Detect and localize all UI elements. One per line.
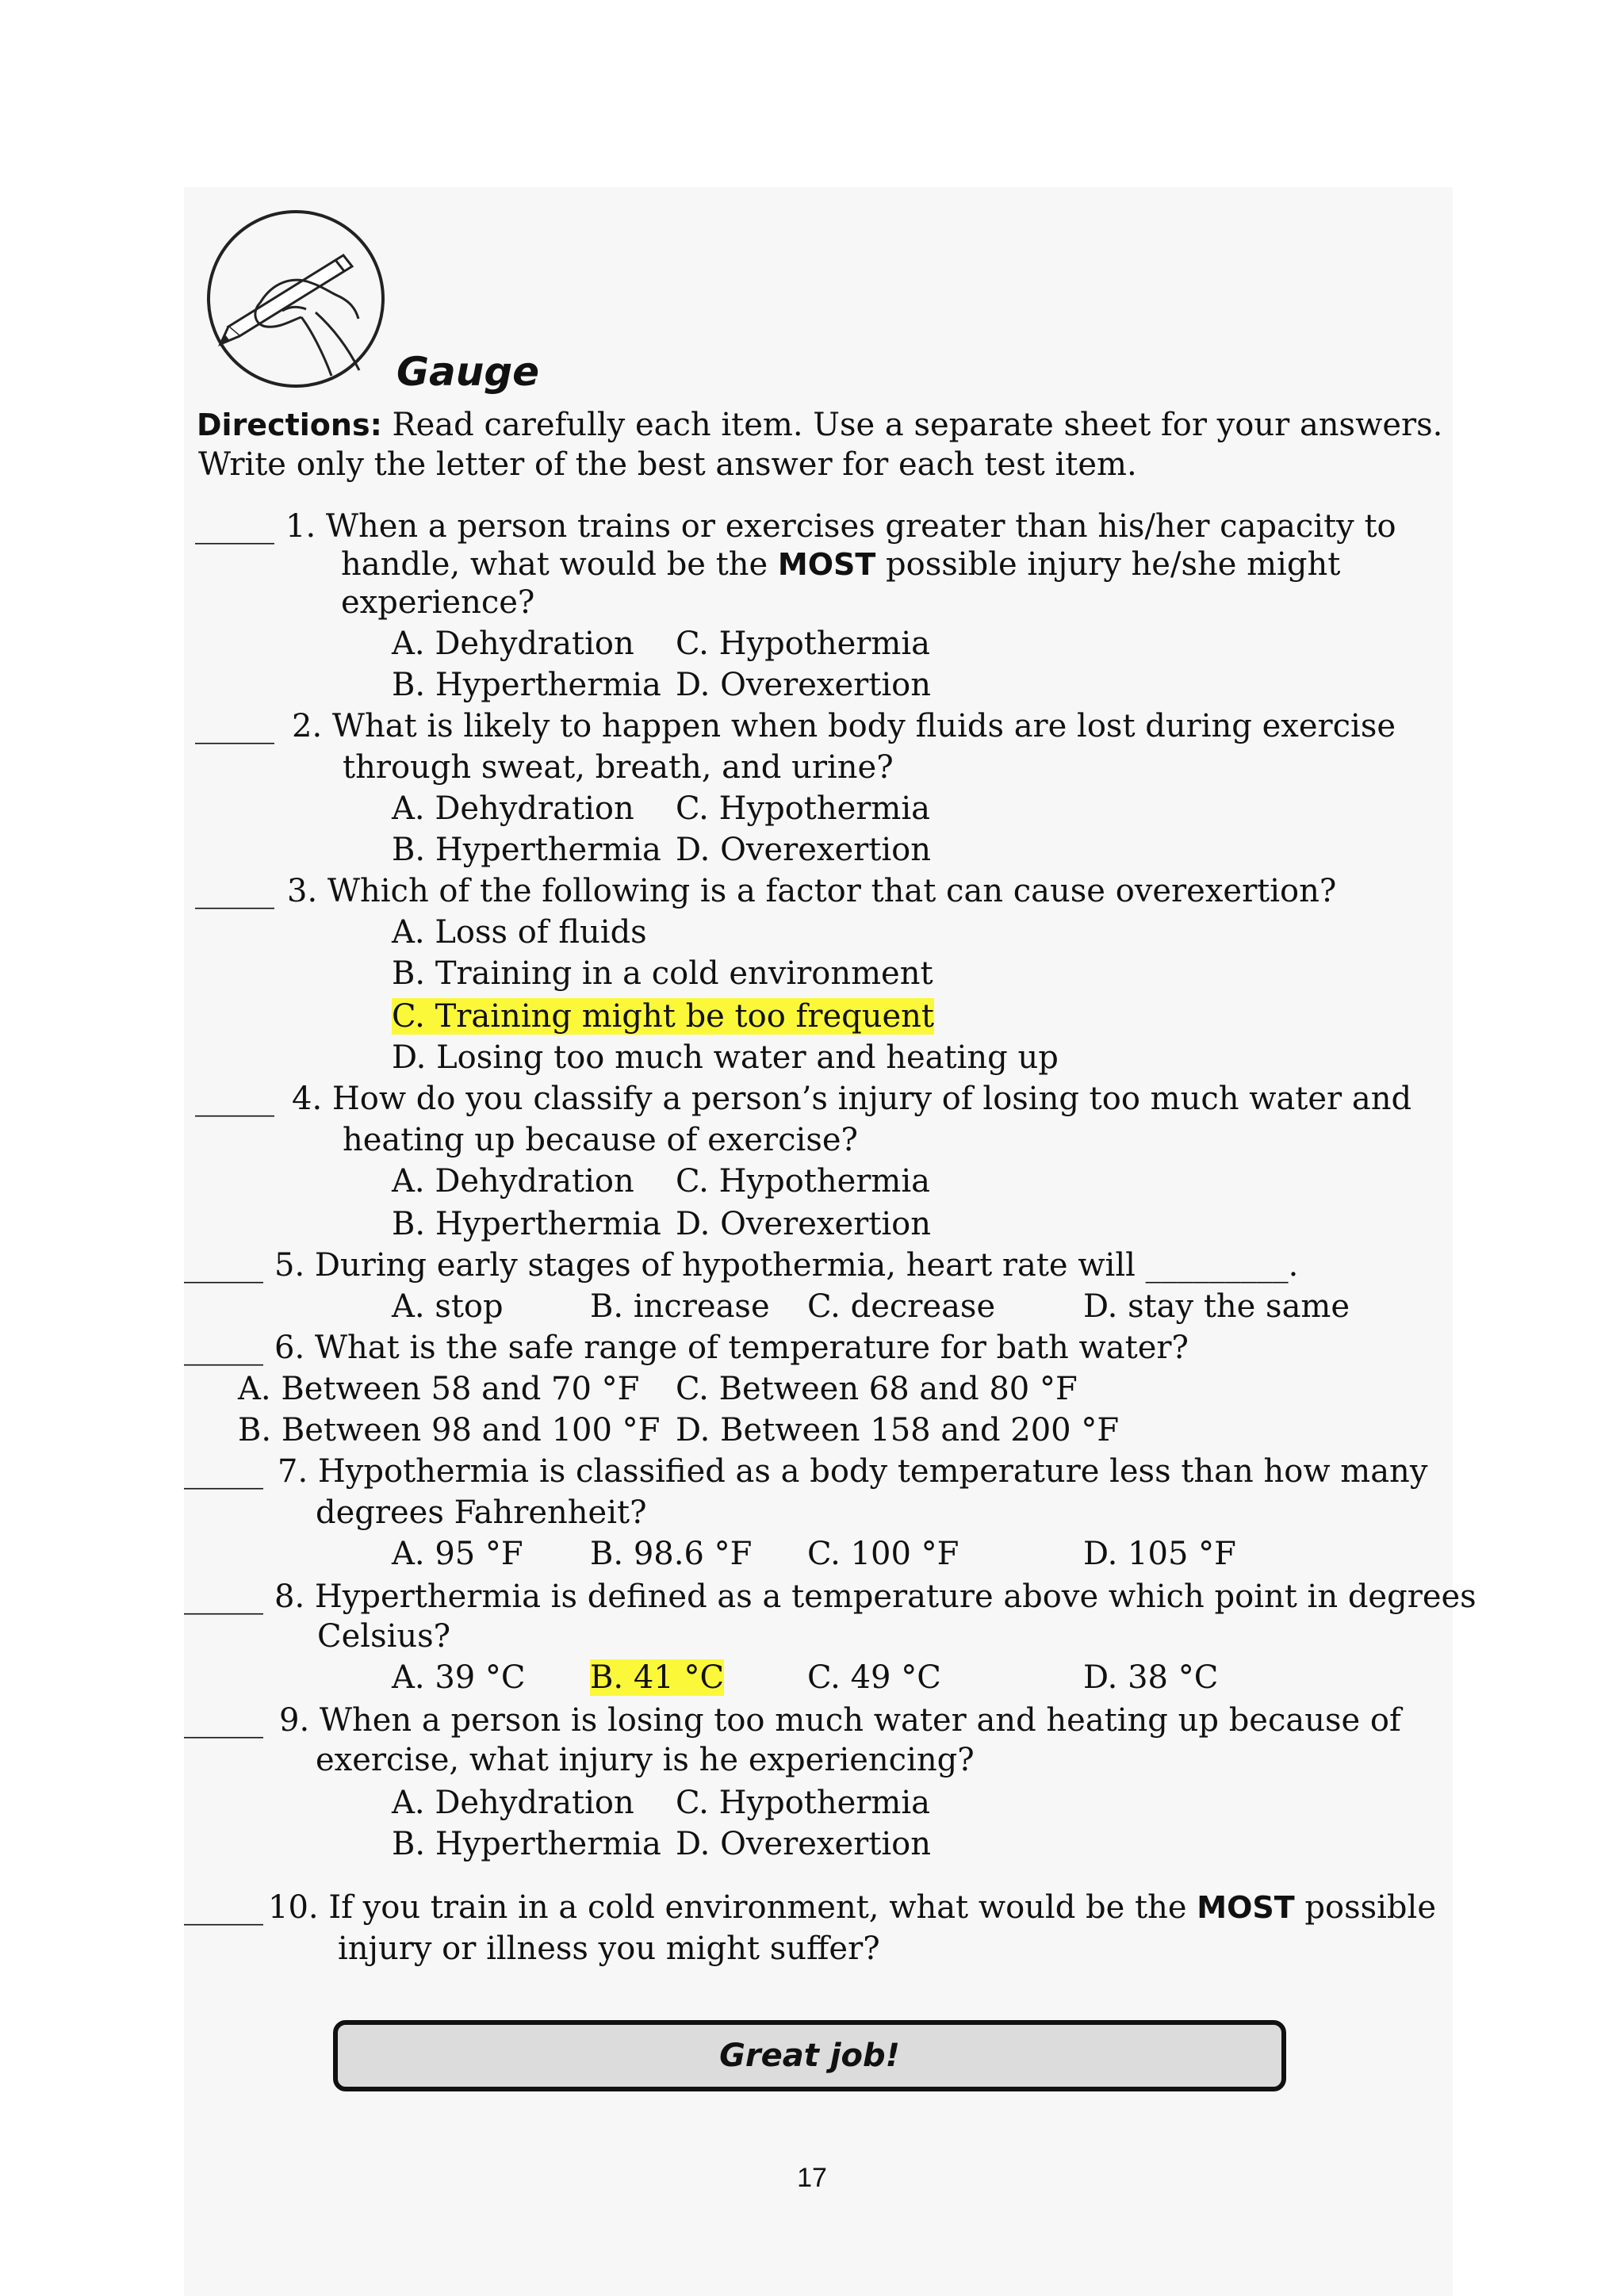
q2-option-c: C. Hypothermia	[676, 790, 930, 827]
answer-blank: _____	[195, 873, 274, 909]
q10-stem-line-1	[268, 1888, 1436, 1927]
q4-stem-line-1: 4. How do you classify a person’s injury of losing too much water and	[292, 1081, 1412, 1117]
directions-label: Directions:	[197, 408, 382, 442]
q4-option-b: B. Hyperthermia	[392, 1206, 661, 1242]
q8-option-b-highlight: B. 41 °C	[590, 1659, 725, 1696]
answer-blank: _____	[184, 1247, 263, 1284]
q10-text-a: 10. If you train in a cold environment, what would be the	[268, 1889, 1197, 1926]
answer-blank: _____	[184, 1330, 263, 1366]
answer-blank: _____	[184, 1702, 263, 1739]
q9-option-b: B. Hyperthermia	[392, 1826, 661, 1862]
q1-stem-line-1: 1. When a person trains or exercises greater than his/her capacity to	[285, 508, 1396, 545]
q1-stem-line-3: experience?	[341, 584, 535, 621]
answer-blank: _____	[184, 1578, 263, 1615]
q2-stem-line-2: through sweat, breath, and urine?	[343, 749, 894, 786]
q9-option-c: C. Hypothermia	[676, 1785, 930, 1821]
q1-text-a: handle, what would be the	[341, 546, 778, 583]
great-job-banner	[333, 2020, 1286, 2091]
q8-stem-line-2: Celsius?	[317, 1618, 451, 1655]
q10-text-b: possible	[1294, 1889, 1436, 1926]
q2-option-d: D. Overexertion	[676, 832, 931, 868]
q7-option-d: D. 105 °F	[1083, 1536, 1236, 1572]
q4-option-d: D. Overexertion	[676, 1206, 931, 1242]
section-title: Gauge	[396, 349, 540, 395]
q5-stem-line-1: 5. During early stages of hypothermia, heart rate will _________.	[274, 1247, 1299, 1284]
q1-stem-line-2	[341, 545, 1340, 584]
q6-stem-line-1: 6. What is the safe range of temperature for bath water?	[274, 1330, 1189, 1366]
great-job-text: Great job!	[719, 2038, 900, 2074]
q7-option-c: C. 100 °F	[807, 1536, 959, 1572]
q5-option-a: A. stop	[392, 1288, 504, 1325]
answer-blank: _____	[195, 1081, 274, 1117]
q4-stem-line-2: heating up because of exercise?	[343, 1122, 858, 1158]
q1-text-b: possible injury he/she might	[875, 546, 1341, 583]
q6-option-d: D. Between 158 and 200 °F	[676, 1412, 1120, 1448]
q2-option-b: B. Hyperthermia	[392, 832, 661, 868]
q10-emphasis: MOST	[1197, 1890, 1295, 1925]
directions-line-2: Write only the letter of the best answer for each test item.	[198, 446, 1137, 483]
q6-option-a: A. Between 58 and 70 °F	[238, 1371, 640, 1407]
directions-line-1	[197, 406, 1442, 444]
q1-option-c: C. Hypothermia	[676, 626, 930, 662]
q7-stem-line-2: degrees Fahrenheit?	[316, 1494, 647, 1531]
q9-stem-line-2: exercise, what injury is he experiencing?	[316, 1742, 975, 1778]
q5-option-d: D. stay the same	[1083, 1288, 1350, 1325]
q5-option-b: B. increase	[590, 1288, 770, 1325]
q6-option-b: B. Between 98 and 100 °F	[238, 1412, 661, 1448]
q8-option-b	[590, 1659, 724, 1697]
directions-text-1: Read carefully each item. Use a separate sheet for your answers.	[381, 407, 1443, 443]
page-number: 17	[797, 2163, 827, 2193]
q3-option-c	[392, 997, 934, 1035]
answer-blank: _____	[184, 1453, 263, 1490]
q5-option-c: C. decrease	[807, 1288, 996, 1325]
q4-option-c: C. Hypothermia	[676, 1163, 930, 1200]
q3-stem-line-1: 3. Which of the following is a factor that can cause overexertion?	[287, 873, 1337, 909]
answer-blank: _____	[195, 708, 274, 744]
q3-option-b: B. Training in a cold environment	[392, 955, 933, 992]
q3-option-d: D. Losing too much water and heating up	[392, 1039, 1059, 1076]
q1-option-b: B. Hyperthermia	[392, 667, 661, 703]
q1-option-d: D. Overexertion	[676, 667, 931, 703]
q1-emphasis: MOST	[777, 547, 876, 582]
q1-option-a: A. Dehydration	[392, 626, 634, 662]
q8-option-d: D. 38 °C	[1083, 1659, 1219, 1696]
q7-option-a: A. 95 °F	[392, 1536, 523, 1572]
q9-option-a: A. Dehydration	[392, 1785, 634, 1821]
q8-option-a: A. 39 °C	[392, 1659, 526, 1696]
q7-stem-line-1: 7. Hypothermia is classified as a body temperature less than how many	[278, 1453, 1428, 1490]
q4-option-a: A. Dehydration	[392, 1163, 634, 1200]
q7-option-b: B. 98.6 °F	[590, 1536, 753, 1572]
q3-option-c-highlight: C. Training might be too frequent	[392, 998, 934, 1035]
q2-stem-line-1: 2. What is likely to happen when body fluids are lost during exercise	[292, 708, 1396, 744]
answer-blank: _____	[195, 508, 274, 545]
q8-option-c: C. 49 °C	[807, 1659, 941, 1696]
answer-blank: _____	[184, 1889, 263, 1926]
q6-option-c: C. Between 68 and 80 °F	[676, 1371, 1078, 1407]
hand-writing-pencil-icon	[205, 208, 387, 390]
q10-stem-line-2: injury or illness you might suffer?	[338, 1931, 880, 1967]
q2-option-a: A. Dehydration	[392, 790, 634, 827]
q9-stem-line-1: 9. When a person is losing too much water and heating up because of	[279, 1702, 1401, 1739]
q3-option-a: A. Loss of fluids	[392, 914, 647, 951]
q8-stem-line-1: 8. Hyperthermia is defined as a temperature above which point in degrees	[274, 1578, 1477, 1615]
q9-option-d: D. Overexertion	[676, 1826, 931, 1862]
